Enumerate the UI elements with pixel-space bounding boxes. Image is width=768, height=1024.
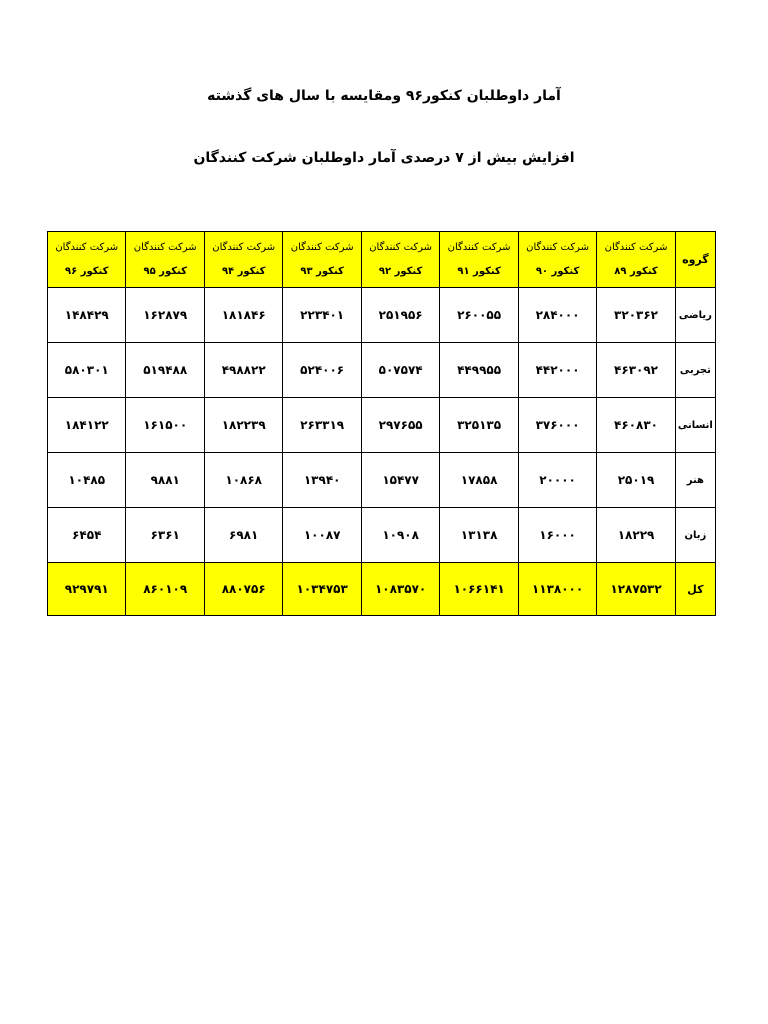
table-row-total — [48, 563, 716, 616]
table-cell-total: ۸۸۰۷۵۶ — [204, 563, 282, 616]
table-cell: ۱۰۹۰۸ — [361, 508, 439, 563]
table-cell-total: ۹۲۹۷۹۱ — [48, 563, 126, 616]
row-label: تجربی — [675, 343, 715, 398]
table-cell: ۱۸۲۲۳۹ — [204, 398, 282, 453]
column-header-line1: شرکت کنندگان — [55, 241, 119, 253]
table-row-honar — [48, 453, 716, 508]
table-cell: ۱۰۴۸۵ — [48, 453, 126, 508]
stats-table — [47, 231, 716, 616]
table-cell: ۱۶۱۵۰۰ — [126, 398, 204, 453]
column-header-line1: شرکت کنندگان — [526, 241, 589, 253]
table-row-riazi — [48, 288, 716, 343]
table-cell: ۵۱۹۴۸۸ — [126, 343, 204, 398]
column-header-91 — [440, 232, 518, 288]
table-cell: ۴۴۹۹۵۵ — [440, 343, 518, 398]
row-label-total: کل — [675, 563, 715, 616]
table-cell-total: ۱۰۸۳۵۷۰ — [361, 563, 439, 616]
table-cell: ۱۴۸۴۲۹ — [48, 288, 126, 343]
table-cell-total: ۱۰۳۴۷۵۳ — [283, 563, 361, 616]
column-header-96 — [48, 232, 126, 288]
table-cell: ۲۶۳۳۱۹ — [283, 398, 361, 453]
table-cell: ۳۲۰۳۶۲ — [597, 288, 675, 343]
column-header-line1: شرکت کنندگان — [604, 241, 668, 253]
table-cell: ۴۶۰۸۳۰ — [597, 398, 675, 453]
table-cell: ۲۵۰۱۹ — [597, 453, 675, 508]
row-label: هنر — [675, 453, 715, 508]
table-cell-total: ۱۰۶۶۱۴۱ — [440, 563, 518, 616]
table-cell-total: ۱۱۳۸۰۰۰ — [518, 563, 596, 616]
table-cell: ۱۶۰۰۰ — [518, 508, 596, 563]
table-header-row — [48, 232, 716, 288]
table-cell: ۱۶۲۸۷۹ — [126, 288, 204, 343]
table-cell: ۱۷۸۵۸ — [440, 453, 518, 508]
table-cell: ۲۸۴۰۰۰ — [518, 288, 596, 343]
table-cell: ۵۰۷۵۷۴ — [361, 343, 439, 398]
column-header-line2: کنکور ۹۶ — [65, 265, 109, 277]
table-cell-total: ۸۶۰۱۰۹ — [126, 563, 204, 616]
column-header-94 — [204, 232, 282, 288]
table-cell-total: ۱۲۸۷۵۳۲ — [597, 563, 675, 616]
page-subtitle: افزایش بیش از ۷ درصدی آمار داوطلبان شرکت کنندگان — [193, 150, 575, 166]
row-label: ریاضی — [675, 288, 715, 343]
column-header-line1: شرکت کنندگان — [369, 241, 433, 253]
table-cell: ۲۶۰۰۵۵ — [440, 288, 518, 343]
table-cell: ۱۰۸۶۸ — [204, 453, 282, 508]
table-cell: ۲۰۰۰۰ — [518, 453, 596, 508]
table-cell: ۱۳۹۴۰ — [283, 453, 361, 508]
column-header-line2: کنکور ۹۰ — [535, 265, 580, 277]
column-header-93 — [283, 232, 361, 288]
table-cell: ۱۵۴۷۷ — [361, 453, 439, 508]
table-cell: ۲۵۱۹۵۶ — [361, 288, 439, 343]
table-row-zaban — [48, 508, 716, 563]
table-cell: ۲۲۳۴۰۱ — [283, 288, 361, 343]
table-cell: ۱۸۴۱۲۲ — [48, 398, 126, 453]
column-header-line2: کنکور ۹۵ — [143, 265, 187, 277]
table-cell: ۶۹۸۱ — [204, 508, 282, 563]
column-header-line1: شرکت کنندگان — [212, 241, 276, 253]
column-header-line2: کنکور ۸۹ — [614, 265, 658, 277]
table-cell: ۱۸۲۲۹ — [597, 508, 675, 563]
column-header-line2: کنکور ۹۳ — [300, 265, 344, 277]
table-row-tajrobi — [48, 343, 716, 398]
column-header-95 — [126, 232, 204, 288]
table-cell: ۵۸۰۳۰۱ — [48, 343, 126, 398]
column-header-line2: کنکور ۹۱ — [457, 265, 501, 277]
column-header-line2: کنکور ۹۲ — [378, 265, 423, 277]
table-cell: ۱۰۰۸۷ — [283, 508, 361, 563]
table-cell: ۴۶۳۰۹۲ — [597, 343, 675, 398]
column-header-line1: شرکت کنندگان — [447, 241, 511, 253]
group-column-header: گروه — [675, 232, 715, 288]
table-cell: ۴۴۲۰۰۰ — [518, 343, 596, 398]
table-cell: ۵۲۴۰۰۶ — [283, 343, 361, 398]
table-cell: ۶۳۶۱ — [126, 508, 204, 563]
column-header-line1: شرکت کنندگان — [133, 241, 197, 253]
table-cell: ۱۳۱۳۸ — [440, 508, 518, 563]
page-title: آمار داوطلبان کنکور۹۶ ومقایسه با سال های گذشته — [207, 88, 561, 104]
table-cell: ۳۲۵۱۳۵ — [440, 398, 518, 453]
column-header-89 — [597, 232, 675, 288]
column-header-line1: شرکت کنندگان — [290, 241, 354, 253]
row-label: انسانی — [675, 398, 715, 453]
column-header-92 — [361, 232, 439, 288]
table-cell: ۶۴۵۴ — [48, 508, 126, 563]
table-cell: ۳۷۶۰۰۰ — [518, 398, 596, 453]
table-cell: ۴۹۸۸۲۲ — [204, 343, 282, 398]
column-header-line2: کنکور ۹۴ — [221, 265, 266, 277]
row-label: زبان — [675, 508, 715, 563]
table-cell: ۲۹۷۶۵۵ — [361, 398, 439, 453]
table-cell: ۱۸۱۸۴۶ — [204, 288, 282, 343]
table-cell: ۹۸۸۱ — [126, 453, 204, 508]
table-row-ensani — [48, 398, 716, 453]
column-header-90 — [518, 232, 596, 288]
